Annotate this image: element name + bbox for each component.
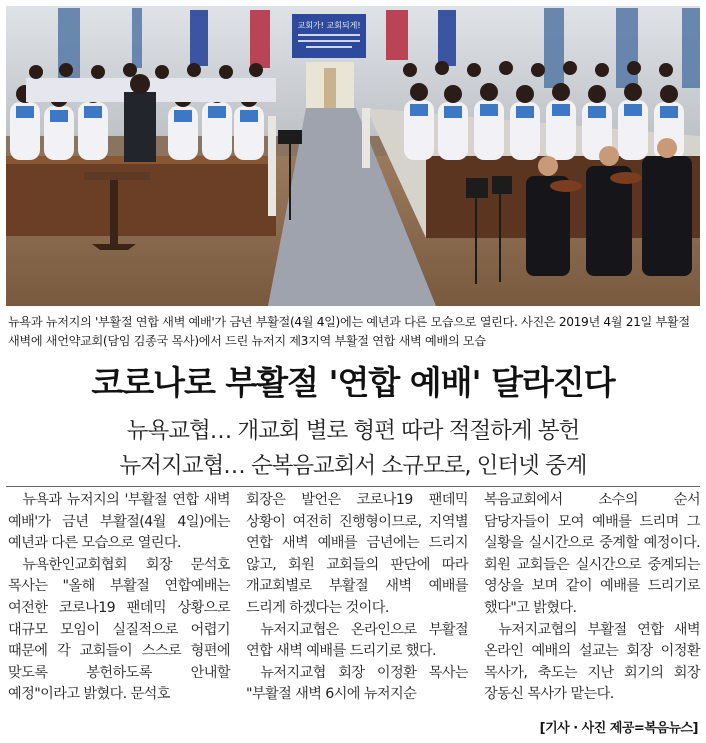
photo-illustration bbox=[6, 6, 700, 306]
subheadline-new-jersey: 뉴저지교협… 순복음교회서 소규모로, 인터넷 중계 bbox=[119, 453, 587, 479]
article-column-2 bbox=[246, 490, 468, 706]
paragraph: 뉴저지교협은 온라인으로 부활절 연합 새벽 예배를 드리기로 했다. bbox=[246, 621, 468, 660]
subheadline-new-york: 뉴욕교협… 개교회 별로 형편 따라 적절하게 봉헌 bbox=[126, 418, 580, 444]
headline: 코로나로 부활절 '연합 예배' 달라진다 bbox=[91, 363, 615, 402]
paragraph: 회장은 발언은 코로나19 팬데믹 상황이 여전히 진행형이므로, 지역별 연합 새벽 예배를 금년에는 드리지 않고, 회원 교회들의 판단에 따라 개교회별로 부활절 새벽 예배를 드리게 하겠다는 것이다. bbox=[246, 492, 468, 616]
paragraph: 복음교회에서 소수의 순서 담당자들이 모여 예배를 드리며 그 실황을 실시간으로 중계할 예정이다. 회원 교회들은 실시간으로 중계되는 영상을 보며 같이 예배를 드리기로 했다"고 밝혔다. bbox=[484, 492, 700, 616]
church-choir-photo bbox=[6, 6, 700, 306]
article-column-3 bbox=[484, 490, 700, 706]
photo-credit: [기사 · 사진 제공=복음뉴스] bbox=[539, 721, 698, 736]
paragraph: 뉴저지교협의 부활절 연합 새벽 온라인 예배의 설교는 회장 이정환 목사가, 축도는 지난 회기의 회장 장동신 목사가 맡는다. bbox=[484, 621, 700, 703]
paragraph: 뉴욕한인교회협회 회장 문석호 목사는 "올해 부활절 연합예배는 여전한 코로나19 팬데믹 상황으로 대규모 모임이 실질적으로 어렵기 때문에 각 교회들이 스스로 형편에 맞도록 봉헌하도록 안내할 예정"이라고 밝혔다. 문석호 bbox=[8, 556, 230, 703]
paragraph: 뉴욕과 뉴저지의 '부활절 연합 새벽 예배'가 금년 부활절(4월 4일)에는 예년과 다른 모습으로 열린다. bbox=[8, 492, 230, 552]
article-column-1 bbox=[8, 490, 230, 706]
divider bbox=[6, 486, 700, 487]
banner-text: 교회가! 교회되게! bbox=[297, 21, 361, 30]
photo-caption: 뉴욕과 뉴저지의 '부활절 연합 새벽 예배'가 금년 부활절(4월 4일)에는 예년과 다른 모습으로 열린다. 사진은 2019년 4월 21일 부활절 새벽에 새언약교회(담임 김종국 목사)에서 드린 뉴저지 제3지역 부활절 연합 새벽 예배의 모습 bbox=[8, 315, 690, 348]
paragraph: 뉴저지교협 회장 이정환 목사는 "부활절 새벽 6시에 뉴저지순 bbox=[246, 664, 468, 703]
